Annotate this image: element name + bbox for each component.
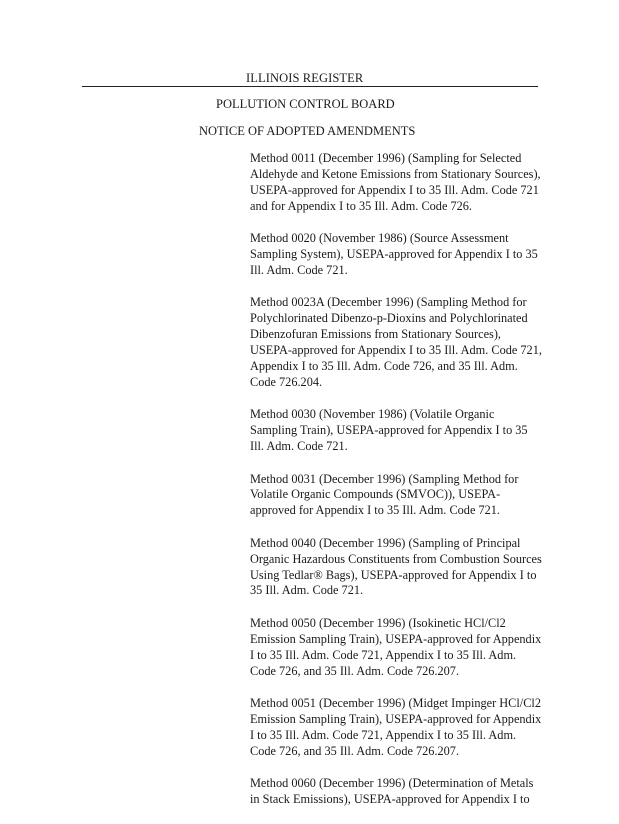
method-line: Method 0011 (December 1996) (Sampling for Selected <box>250 151 522 165</box>
method-entry <box>250 696 550 760</box>
method-line: Emission Sampling Train), USEPA-approved for Appendix <box>250 711 542 726</box>
method-line: Code 726, and 35 Ill. Adm. Code 726.207. <box>250 743 460 758</box>
method-list <box>250 151 550 824</box>
method-entry <box>250 536 550 600</box>
method-line: Dibenzofuran Emissions from Stationary Sources), <box>250 327 502 342</box>
method-line: Using Tedlar® Bags), USEPA-approved for Appendix I to <box>250 567 537 582</box>
method-line: Method 0040 (December 1996) (Sampling of Principal <box>250 535 521 550</box>
method-line: Method 0060 (December 1996) (Determination of Metals <box>250 776 534 791</box>
method-line: I to 35 Ill. Adm. Code 721, Appendix I to 35 Ill. Adm. <box>250 727 517 742</box>
method-entry <box>250 231 550 279</box>
method-entry <box>250 407 550 455</box>
method-line: approved for Appendix I to 35 Ill. Adm. Code 721. <box>250 503 501 518</box>
method-line: Code 726.204. <box>250 374 323 389</box>
method-line: Code 726, and 35 Ill. Adm. Code 726.207. <box>250 663 460 678</box>
method-line: 35 Ill. Adm. Code 721. <box>250 583 364 598</box>
method-line: Aldehyde and Ketone Emissions from Stationary Sources), <box>250 166 541 181</box>
method-line: and for Appendix I to 35 Ill. Adm. Code 726. <box>250 198 473 213</box>
method-line: in Stack Emissions), USEPA-approved for Appendix I to <box>250 792 530 806</box>
method-entry <box>250 776 550 808</box>
method-entry <box>250 472 550 520</box>
method-entry <box>250 295 550 390</box>
method-line: Polychlorinated Dibenzo-p-Dioxins and Polychlorinated <box>250 311 528 326</box>
method-line: USEPA-approved for Appendix I to 35 Ill. Adm. Code 721 <box>250 182 539 197</box>
method-line: USEPA-approved for Appendix I to 35 Ill. Adm. Code 721, <box>250 343 542 358</box>
method-line: Appendix I to 35 Ill. Adm. Code 726, and 35 Ill. Adm. <box>250 358 518 373</box>
notice-title: NOTICE OF ADOPTED AMENDMENTS <box>199 124 416 138</box>
method-line: Ill. Adm. Code 721. <box>250 439 348 454</box>
method-line: Method 0051 (December 1996) (Midget Impinger HCl/Cl2 <box>250 695 541 710</box>
method-line: Method 0030 (November 1986) (Volatile Organic <box>250 407 495 422</box>
method-line: Ill. Adm. Code 721. <box>250 262 348 277</box>
method-line: Method 0031 (December 1996) (Sampling Method for <box>250 471 519 486</box>
board-name: POLLUTION CONTROL BOARD <box>216 97 395 111</box>
method-line: Sampling Train), USEPA-approved for Appendix I to 35 <box>250 423 528 438</box>
method-line: Emission Sampling Train), USEPA-approved for Appendix <box>250 631 542 646</box>
method-line: Method 0050 (December 1996) (Isokinetic HCl/Cl2 <box>250 615 506 630</box>
method-line: Method 0020 (November 1986) (Source Assessment <box>250 231 509 246</box>
method-line: Sampling System), USEPA-approved for Appendix I to 35 <box>250 247 538 262</box>
header-rule <box>82 86 538 87</box>
method-line: Method 0023A (December 1996) (Sampling Method for <box>250 295 527 310</box>
method-entry <box>250 151 550 215</box>
method-entry <box>250 616 550 680</box>
method-line: Organic Hazardous Constituents from Combustion Sources <box>250 551 542 566</box>
register-title: ILLINOIS REGISTER <box>246 71 364 85</box>
method-line: I to 35 Ill. Adm. Code 721, Appendix I to 35 Ill. Adm. <box>250 647 517 662</box>
method-line: Volatile Organic Compounds (SMVOC)), USEPA- <box>250 487 501 502</box>
